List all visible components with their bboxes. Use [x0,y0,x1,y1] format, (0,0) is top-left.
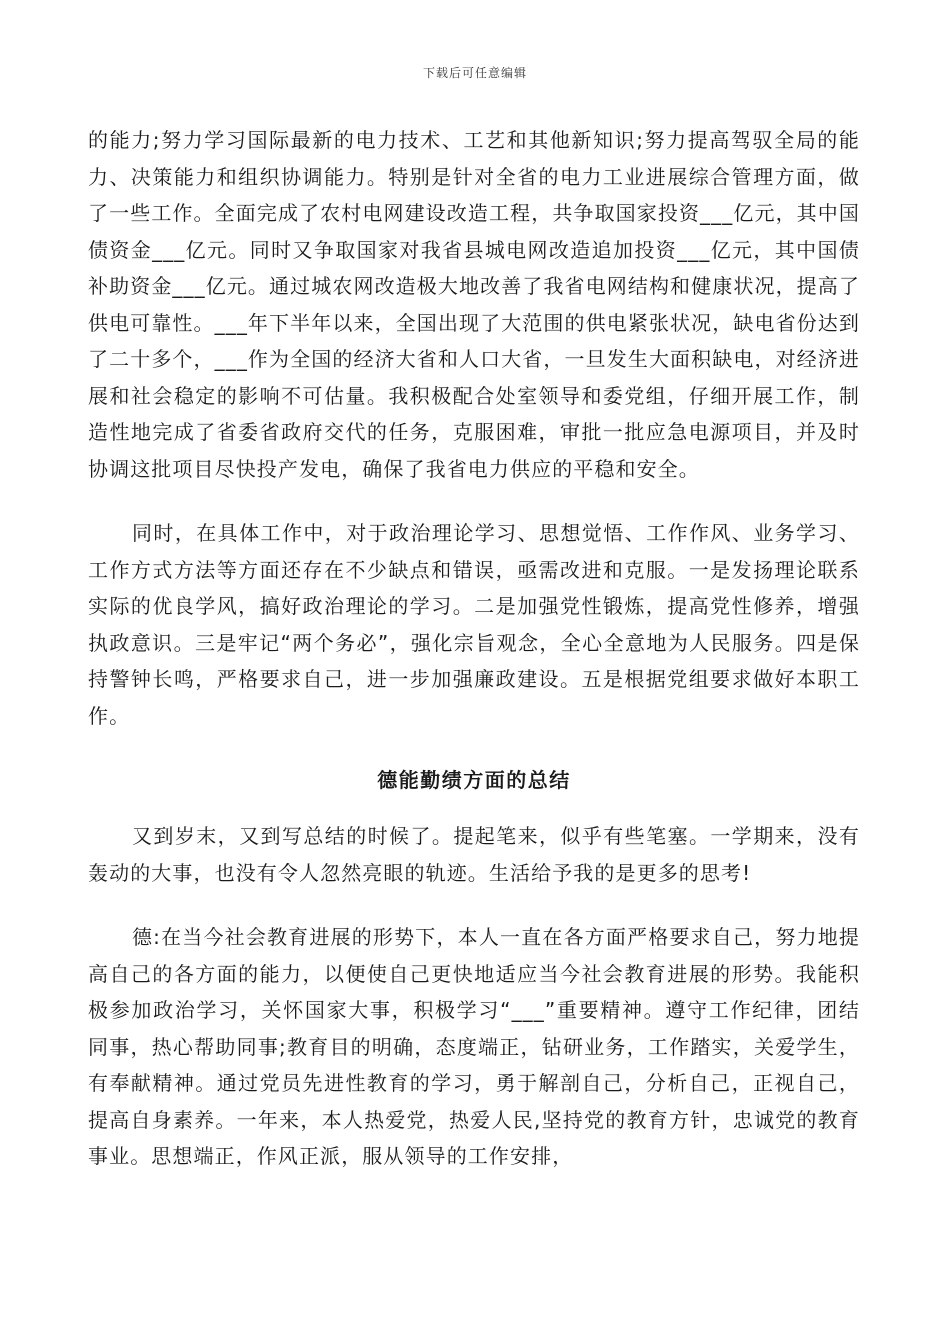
paragraph-power-work: 的能力;努力学习国际最新的电力技术、工艺和其他新知识;努力提高驾驭全局的能力、决策能力和组织协调能力。特别是针对全省的电力工业进展综合管理方面，做了一些工作。全面完成了农村电网建设改造工程，共争取国家投资___亿元，其中国债资金___亿元。同时又争取国家对我省县城电网改造追加投资___亿元，其中国债补助资金___亿元。通过城农网改造极大地改善了我省电网结构和健康状况，提高了供电可靠性。___年下半年以来，全国出现了大范围的供电紧张状况，缺电省份达到了二十多个，___作为全国的经济大省和人口大省，一旦发生大面积缺电，对经济进展和社会稳定的影响不可估量。我积极配合处室领导和委党组，仔细开展工作，制造性地完成了省委省政府交代的任务，克服困难，审批一批应急电源项目，并及时协调这批项目尽快投产发电，确保了我省电力供应的平稳和安全。 [88,128,860,481]
paragraph-morality: 德:在当今社会教育进展的形势下，本人一直在各方面严格要求自己，努力地提高自己的各方面的能力，以便使自己更快地适应当今社会教育进展的形势。我能积极参加政治学习，关怀国家大事，积极学习“___”重要精神。遵守工作纪律，团结同事，热心帮助同事;教育目的明确，态度端正，钻研业务，工作踏实，关爱学生，有奉献精神。通过党员先进性教育的学习，勇于解剖自己，分析自己，正视自己，提高自身素养。一年来，本人热爱党，热爱人民,坚持党的教育方针，忠诚党的教育事业。思想端正，作风正派，服从领导的工作安排， [88,925,860,1168]
section-title: 德能勤绩方面的总结 [377,768,571,792]
paragraph-spacer [88,487,860,515]
paragraph-year-end: 又到岁末，又到写总结的时候了。提起笔来，似乎有些笔塞。一学期来，没有轰动的大事，也没有令人忽然亮眼的轨迹。生活给予我的是更多的思考! [88,824,860,885]
document-body [88,122,860,1175]
paragraph-spacer [88,734,860,762]
page-header-note: 下载后可任意编辑 [422,66,527,80]
paragraph-shortcomings: 同时，在具体工作中，对于政治理论学习、思想觉悟、工作作风、业务学习、工作方式方法等方面还存在不少缺点和错误，亟需改进和克服。一是发扬理论联系实际的优良学风，搞好政治理论的学习。二是加强党性锻炼，提高党性修养，增强执政意识。三是牢记“两个务必”，强化宗旨观念，全心全意地为人民服务。四是保持警钟长鸣，严格要求自己，进一步加强廉政建设。五是根据党组要求做好本职工作。 [88,521,860,728]
paragraph-spacer [88,798,860,818]
paragraph-spacer [88,891,860,919]
